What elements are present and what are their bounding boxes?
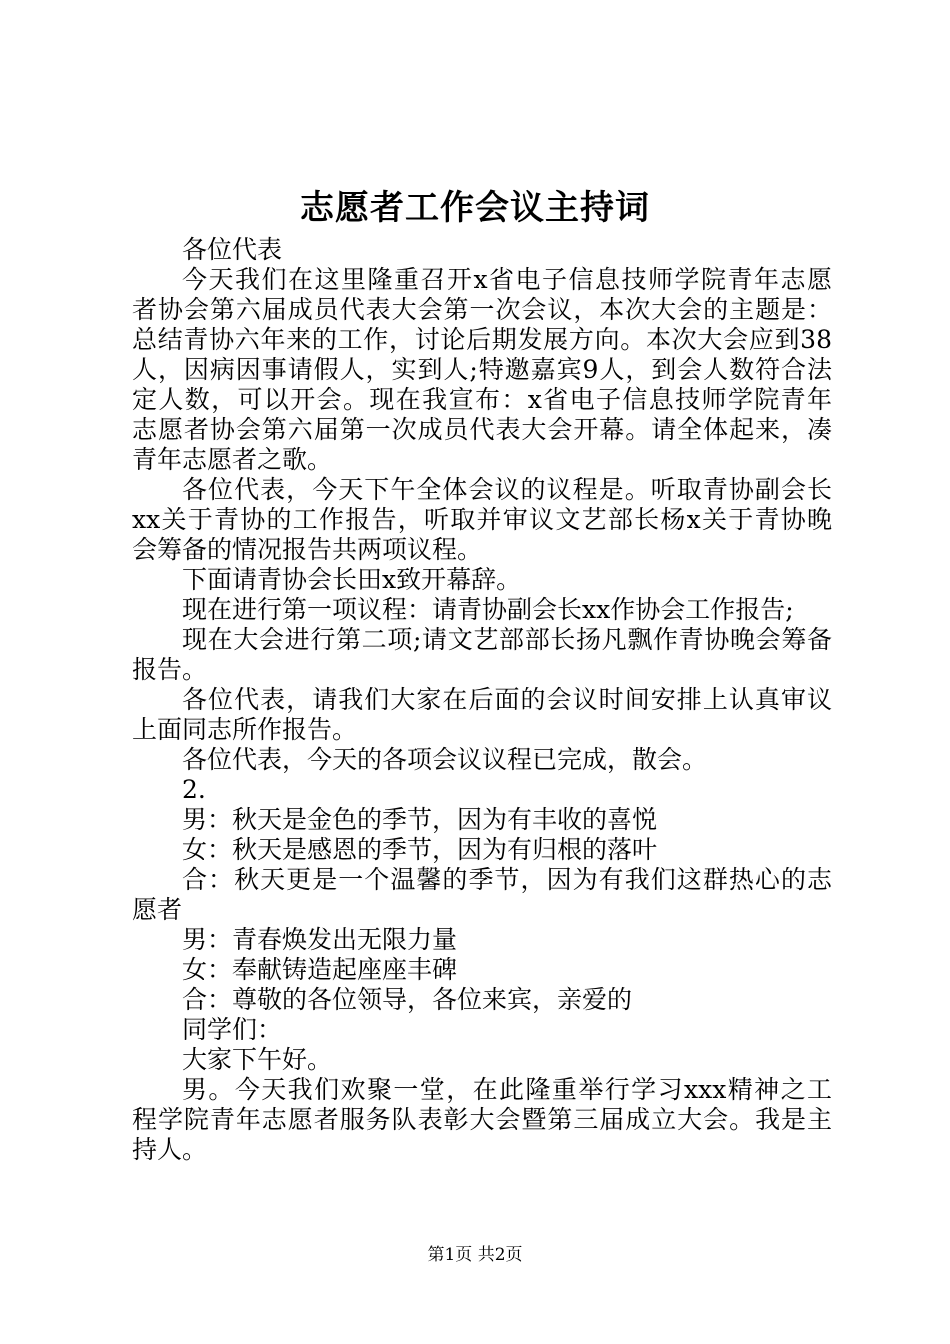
page-footer: 第1页 共2页 (427, 1245, 523, 1265)
text-line: 今天我们在这里隆重召开x省电子信息技师学院青年志愿 (182, 265, 832, 294)
text-line: 现在大会进行第二项;请文艺部部长扬凡飘作青协晚会筹备 (182, 625, 832, 654)
text-line: 各位代表，今天下午全体会议的议程是。听取青协副会长 (182, 475, 832, 504)
text-line: 现在进行第一项议程：请青协副会长xx作协会工作报告; (182, 595, 794, 624)
text-line: 下面请青协会长田x致开幕辞。 (182, 565, 522, 594)
document-body (132, 235, 832, 1165)
text-line: 程学院青年志愿者服务队表彰大会暨第三届成立大会。我是主 (132, 1105, 832, 1134)
text-line: 同学们： (182, 1015, 283, 1044)
text-line: 女：奉献铸造起座座丰碑 (182, 955, 458, 984)
text-line: 男。今天我们欢聚一堂，在此隆重举行学习xxx精神之工 (182, 1075, 832, 1104)
text-line: 会筹备的情况报告共两项议程。 (132, 535, 483, 564)
text-line: 报告。 (132, 655, 208, 684)
text-line: 各位代表，请我们大家在后面的会议时间安排上认真审议 (182, 685, 832, 714)
text-line: 各位代表 (182, 235, 283, 264)
text-line: 定人数，可以开会。现在我宣布：x省电子信息技师学院青年 (132, 385, 832, 414)
document-title: 志愿者工作会议主持词 (300, 188, 650, 228)
text-line: 合：尊敬的各位领导，各位来宾，亲爱的 (182, 985, 633, 1014)
text-line: 者协会第六届成员代表大会第一次会议，本次大会的主题是： (132, 295, 832, 324)
text-line: 男：青春焕发出无限力量 (182, 925, 458, 954)
text-line: 志愿者协会第六届第一次成员代表大会开幕。请全体起来，凑 (132, 415, 832, 444)
text-line: xx关于青协的工作报告，听取并审议文艺部长杨x关于青协晚 (132, 505, 832, 534)
text-line: 人，因病因事请假人，实到人;特邀嘉宾9人，到会人数符合法 (132, 355, 832, 384)
text-line: 上面同志所作报告。 (132, 715, 358, 744)
text-line: 合：秋天更是一个温馨的季节，因为有我们这群热心的志 (182, 865, 832, 894)
text-line: 总结青协六年来的工作，讨论后期发展方向。本次大会应到38 (132, 325, 832, 354)
text-line: 青年志愿者之歌。 (132, 445, 333, 474)
text-line: 各位代表，今天的各项会议议程已完成，散会。 (182, 745, 708, 774)
text-line: 大家下午好。 (182, 1045, 333, 1074)
text-line: 持人。 (132, 1135, 208, 1164)
text-line: 2. (182, 775, 206, 804)
text-line: 男：秋天是金色的季节，因为有丰收的喜悦 (182, 805, 658, 834)
text-line: 愿者 (132, 895, 183, 924)
text-line: 女：秋天是感恩的季节，因为有归根的落叶 (182, 835, 658, 864)
